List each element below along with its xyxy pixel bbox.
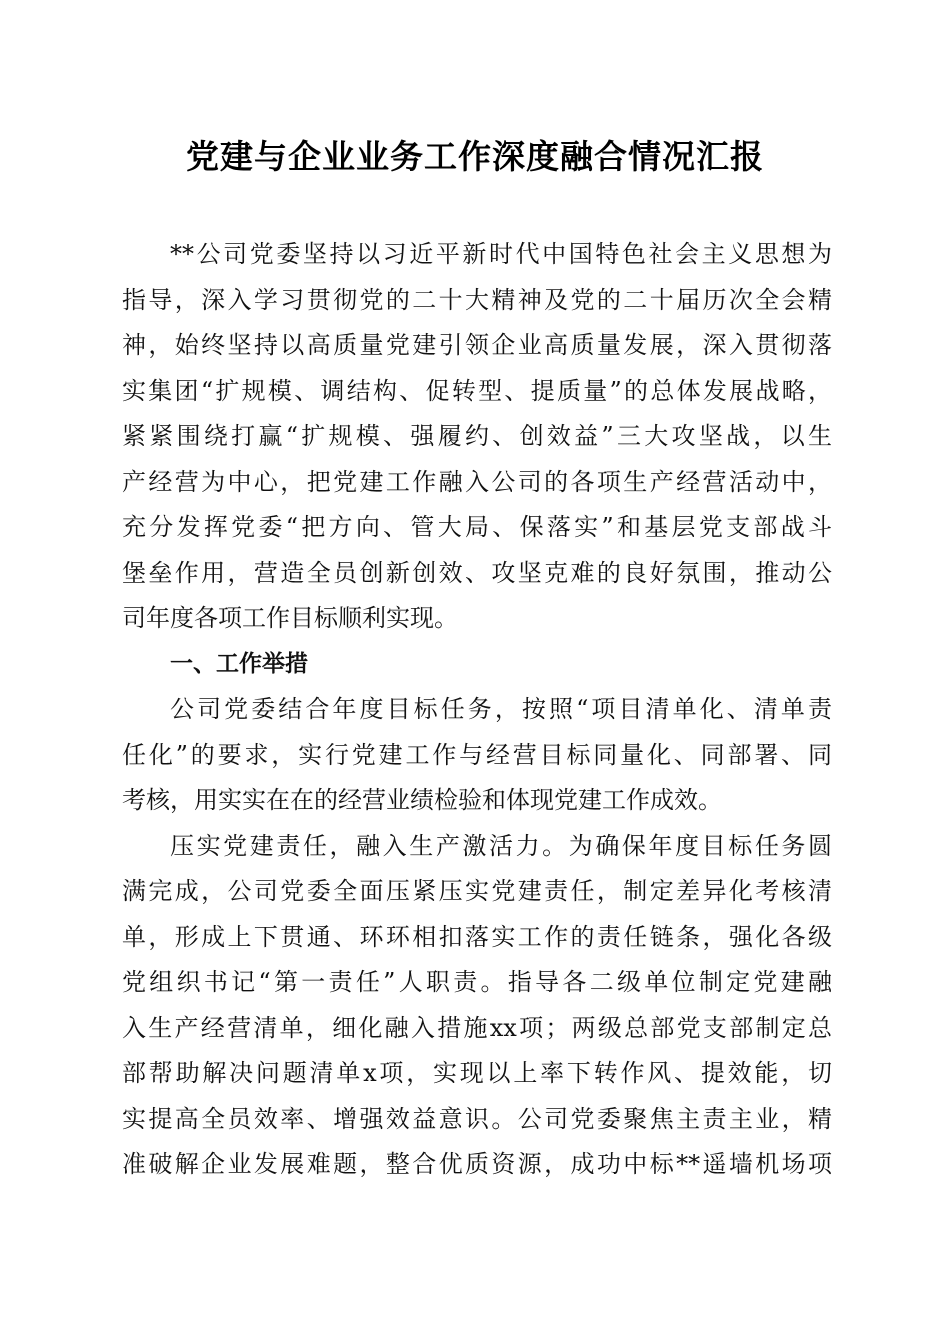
section-heading: 一、工作举措 <box>170 650 308 677</box>
text-line: 堡垒作用，营造全员创新创效、攻坚克难的良好氛围，推动公 <box>122 558 832 587</box>
text-line: 满完成，公司党委全面压紧压实党建责任，制定差异化考核清 <box>122 877 832 905</box>
text-line: 实集团“扩规模、调结构、促转型、提质量”的总体发展战略， <box>122 376 832 405</box>
text-line: 公司党委结合年度目标任务，按照“项目清单化、清单责 <box>170 695 832 723</box>
text-line: 产经营为中心，把党建工作融入公司的各项生产经营活动中， <box>122 467 832 496</box>
text-line: 实提高全员效率、增强效益意识。公司党委聚焦主责主业，精 <box>122 1104 832 1133</box>
text-line: 部帮助解决问题清单x项，实现以上率下转作风、提效能，切 <box>122 1059 832 1087</box>
text-line: 指导，深入学习贯彻党的二十大精神及党的二十届历次全会精 <box>122 285 832 314</box>
text-line: 考核，用实实在在的经营业绩检验和体现党建工作成效。 <box>122 786 722 814</box>
document-body <box>122 232 832 1188</box>
paragraph-measures <box>122 687 832 824</box>
text-line: 司年度各项工作目标顺利实现。 <box>122 604 458 632</box>
document-title: 党建与企业业务工作深度融合情况汇报 <box>186 137 764 176</box>
paragraph-responsibility <box>122 824 832 1188</box>
text-line: 紧紧围绕打赢“扩规模、强履约、创效益”三大攻坚战，以生 <box>122 422 832 450</box>
text-line: 入生产经营清单，细化融入措施xx项；两级总部党支部制定总 <box>122 1013 832 1042</box>
text-line: 充分发挥党委“把方向、管大局、保落实”和基层党支部战斗 <box>122 513 832 541</box>
text-line: 压实党建责任，融入生产激活力。为确保年度目标任务圆 <box>170 831 832 860</box>
text-line: 党组织书记“第一责任”人职责。指导各二级单位制定党建融 <box>122 968 832 996</box>
text-line: 准破解企业发展难题，整合优质资源，成功中标**遥墙机场项 <box>122 1150 832 1178</box>
text-line: **公司党委坚持以习近平新时代中国特色社会主义思想为 <box>170 240 832 268</box>
text-line: 神，始终坚持以高质量党建引领企业高质量发展，深入贯彻落 <box>122 331 832 359</box>
intro-paragraph <box>122 232 832 642</box>
text-line: 任化”的要求，实行党建工作与经营目标同量化、同部署、同 <box>122 740 832 769</box>
text-line: 单，形成上下贯通、环环相扣落实工作的责任链条，强化各级 <box>122 922 832 951</box>
